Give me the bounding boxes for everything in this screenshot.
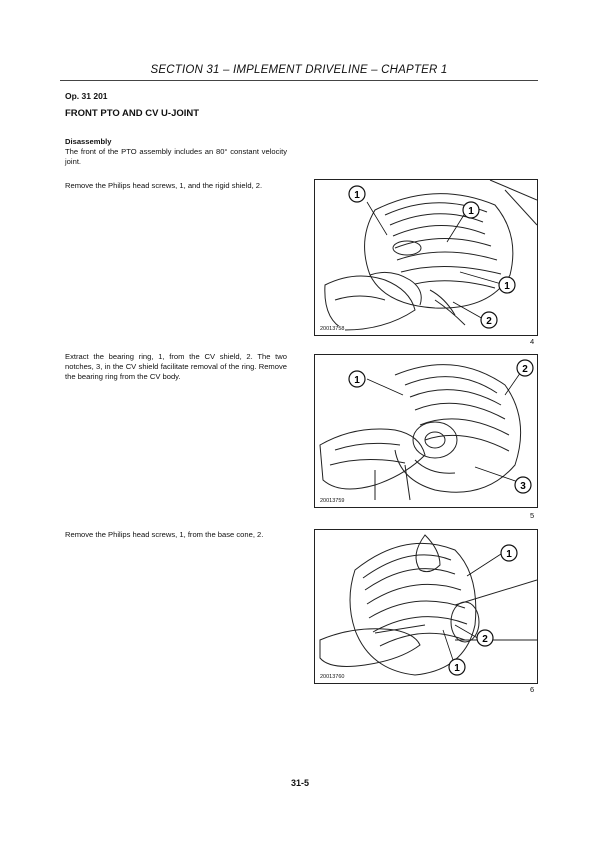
page-title: FRONT PTO AND CV U-JOINT xyxy=(65,108,200,119)
svg-text:1: 1 xyxy=(504,281,510,292)
figure-4-illustration xyxy=(315,180,537,335)
page-number: 31-5 xyxy=(290,778,309,788)
step-2-text: Extract the bearing ring, 1, from the CV shield, 2. The two notches, 3, in the CV shield facilitate removal of the ring. Remove the bearing ring from the CV body. xyxy=(65,352,287,381)
svg-text:1: 1 xyxy=(454,663,460,674)
header-rule xyxy=(60,80,538,81)
figure-4-callout-1b xyxy=(463,202,479,218)
figure-6-code: 20013760 xyxy=(320,674,345,680)
svg-text:1: 1 xyxy=(506,549,512,560)
figure-4-callout-1c xyxy=(499,277,515,293)
svg-text:1: 1 xyxy=(468,206,474,217)
figure-5 xyxy=(314,354,538,508)
figure-4-code: 20013758 xyxy=(320,326,345,332)
figure-5-number: 5 xyxy=(530,511,535,520)
figure-6-illustration xyxy=(315,530,537,683)
figure-4 xyxy=(314,179,538,336)
step-3-text: Remove the Philips head screws, 1, from the base cone, 2. xyxy=(65,530,264,539)
figure-6-number: 6 xyxy=(530,685,535,694)
svg-text:2: 2 xyxy=(486,316,492,327)
operation-number: Op. 31 201 xyxy=(65,91,108,101)
disassembly-heading: Disassembly xyxy=(65,137,112,146)
figure-5-illustration xyxy=(315,355,537,507)
disassembly-block xyxy=(65,137,287,167)
svg-text:2: 2 xyxy=(482,634,488,645)
figure-6 xyxy=(314,529,538,684)
step-1-text: Remove the Philips head screws, 1, and the rigid shield, 2. xyxy=(65,181,263,190)
svg-text:1: 1 xyxy=(354,375,360,386)
figure-4-callout-2 xyxy=(481,312,497,328)
figure-5-callout-2 xyxy=(517,360,533,376)
figure-6-callout-1b xyxy=(449,659,465,675)
svg-text:2: 2 xyxy=(522,364,528,375)
svg-text:1: 1 xyxy=(354,190,360,201)
figure-5-callout-3 xyxy=(515,477,531,493)
figure-6-callout-1a xyxy=(501,545,517,561)
figure-4-callout-1a xyxy=(349,186,365,202)
figure-5-code: 20013759 xyxy=(320,498,345,504)
figure-4-number: 4 xyxy=(530,337,535,346)
figure-5-callout-1 xyxy=(349,371,365,387)
disassembly-intro: The front of the PTO assembly includes an 80° constant velocity joint. xyxy=(65,147,287,166)
section-header: SECTION 31 – IMPLEMENT DRIVELINE – CHAPTER 1 xyxy=(150,64,448,76)
figure-6-callout-2 xyxy=(477,630,493,646)
svg-text:3: 3 xyxy=(520,481,526,492)
